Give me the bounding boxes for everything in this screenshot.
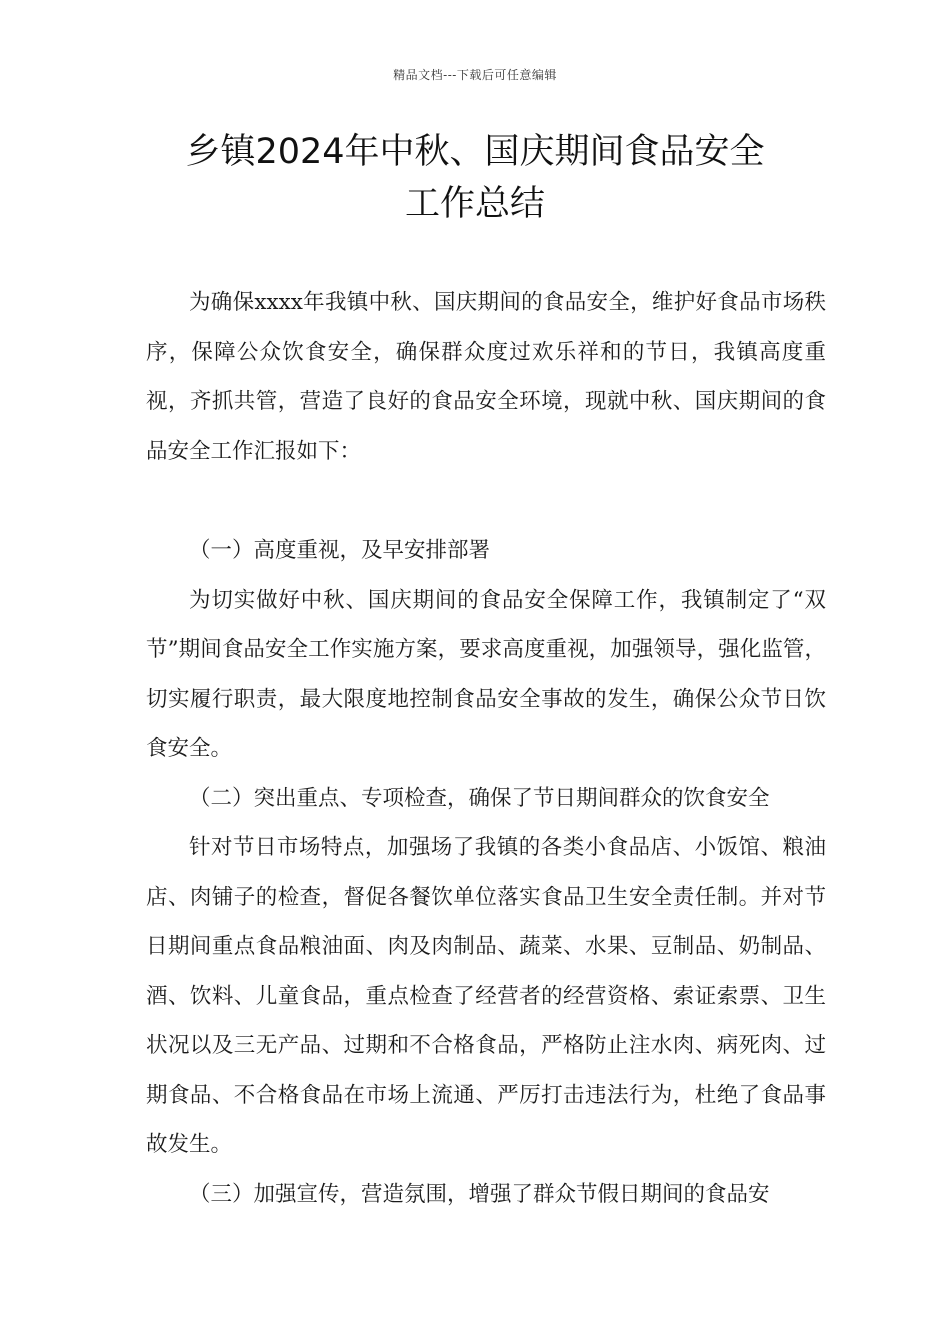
title-line-2: 工作总结 xyxy=(404,184,545,224)
header-note: 精品文档---下载后可任意编辑 xyxy=(393,68,557,82)
section-heading-1: （一）高度重视，及早安排部署 xyxy=(189,538,491,563)
document-title xyxy=(120,126,830,230)
title-line-1: 乡镇2024年中秋、国庆期间食品安全 xyxy=(185,132,765,172)
section-heading-3: （三）加强宣传，营造氛围，增强了群众节假日期间的食品安 xyxy=(189,1181,770,1207)
section-heading-2: （二）突出重点、专项检查，确保了节日期间群众的饮食安全 xyxy=(189,785,770,811)
section-2-paragraph: 针对节日市场特点，加强场了我镇的各类小食品店、小饭馆、粮油店、肉铺子的检查，督促各餐饮单位落实食品卫生安全责任制。并对节日期间重点食品粮油面、肉及肉制品、蔬菜、水果、豆制品、奶制品、酒、饮料、儿童食品，重点检查了经营者的经营资格、索证索票、卫生状况以及三无产品、过期和不合格食品，严格防止注水肉、病死肉、过期食品、不合格食品在市场上流通、严厉打击违法行为，杜绝了食品事故发生。 xyxy=(146,835,826,1157)
section-1-paragraph: 为切实做好中秋、国庆期间的食品安全保障工作，我镇制定了“双节”期间食品安全工作实施方案，要求高度重视，加强领导，强化监管，切实履行职责，最大限度地控制食品安全事故的发生，确保公众节日饮食安全。 xyxy=(146,587,826,761)
intro-paragraph: 为确保xxxx年我镇中秋、国庆期间的食品安全，维护好食品市场秩序，保障公众饮食安全，确保群众度过欢乐祥和的节日，我镇高度重视，齐抓共管，营造了良好的食品安全环境，现就中秋、国庆期间的食品安全工作汇报如下： xyxy=(146,290,826,464)
document-body xyxy=(146,278,826,1219)
